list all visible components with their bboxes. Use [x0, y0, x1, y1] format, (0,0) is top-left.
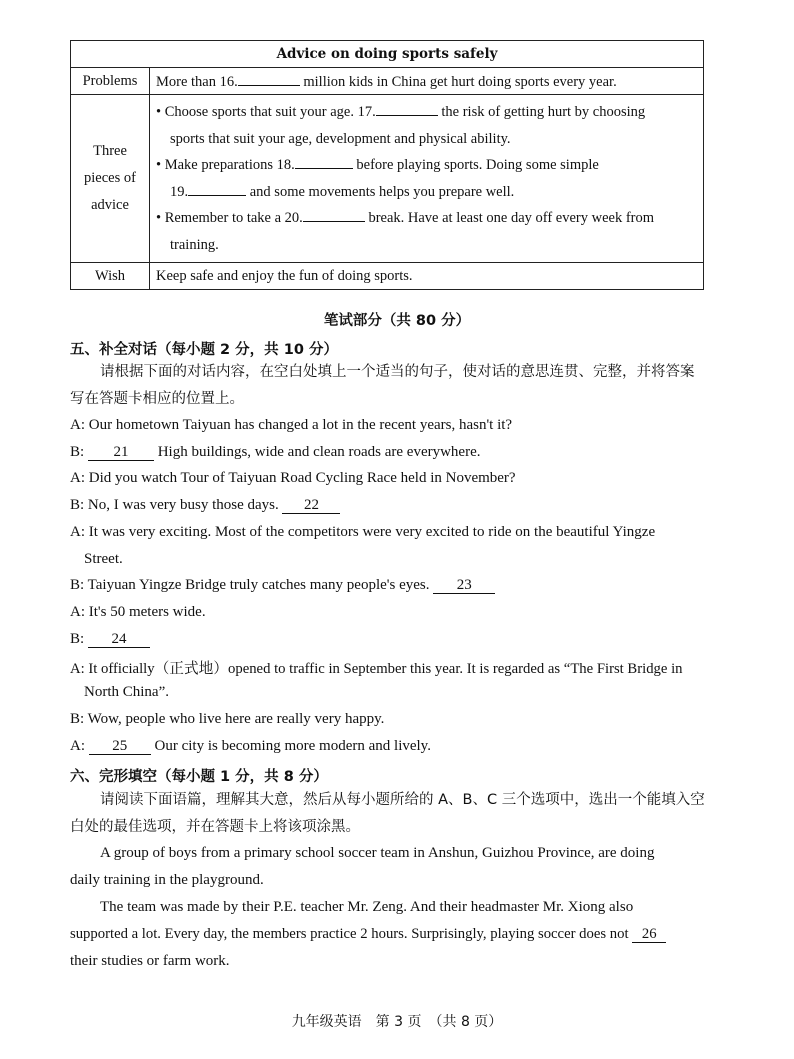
blank-17 [376, 101, 438, 116]
dialog-line-5-cont: Street. [84, 551, 123, 567]
advice-label-1: Three [93, 143, 127, 159]
written-part-title: 笔试部分（共 80 分） [323, 313, 471, 329]
advice-label-2: pieces of [84, 170, 136, 186]
dialog-line-8: B: 24 [70, 631, 710, 648]
dialog-line-3: A: Did you watch Tour of Taiyuan Road Cycling Race held in November? [70, 470, 516, 486]
table-title: Advice on doing sports safely [71, 41, 704, 68]
passage-p1-line-1: A group of boys from a primary school soccer team in Anshun, Guizhou Province, are doing [100, 845, 655, 861]
advice-table [70, 40, 704, 290]
problems-text-b: million kids in China get hurt doing sports every year. [303, 74, 617, 90]
blank-25: 25 [89, 738, 151, 755]
wish-label: Wish [71, 263, 150, 290]
blank-26: 26 [632, 926, 666, 943]
section6-instruction: 请阅读下面语篇，理解其大意，然后从每小题所给的 A、B、C 三个选项中，选出一个能填入空白处的最佳选项，并在答题卡上将该项涂黑。 [70, 792, 705, 835]
blank-22: 22 [282, 497, 340, 514]
advice-2-line-2: 19. and some movements helps you prepare well. [156, 179, 697, 206]
advice-2-line-1: • Make preparations 18. before playing sports. Doing some simple [156, 152, 697, 179]
dialog-line-1: A: Our hometown Taiyuan has changed a lot in the recent years, hasn't it? [70, 417, 513, 433]
problems-text-a: More than 16. [156, 74, 238, 90]
blank-16 [238, 71, 300, 86]
advice-label [71, 95, 150, 263]
blank-24: 24 [88, 631, 150, 648]
blank-20 [303, 207, 365, 222]
page-footer: 九年级英语 第 3 页 （共 8 页） [291, 1014, 503, 1030]
passage-p2-line-3: their studies or farm work. [70, 953, 230, 969]
advice-content [150, 95, 704, 263]
dialog-line-7: A: It's 50 meters wide. [70, 604, 206, 620]
problems-label: Problems [71, 68, 150, 95]
advice-label-3: advice [91, 197, 129, 213]
advice-3-line-2: training. [170, 236, 219, 253]
passage-p1-line-2: daily training in the playground. [70, 872, 264, 888]
dialog-line-2: B: 21 High buildings, wide and clean roads are everywhere. [70, 444, 481, 460]
wish-text: Keep safe and enjoy the fun of doing sports. [150, 263, 704, 290]
passage-p2-line-1: The team was made by their P.E. teacher Mr. Zeng. And their headmaster Mr. Xiong also [100, 899, 634, 915]
blank-18 [295, 154, 353, 169]
dialog-line-9-cont: North China”. [84, 684, 169, 700]
advice-3-line-1: • Remember to take a 20. break. Have at least one day off every week from [156, 205, 697, 232]
dialog-line-4: B: No, I was very busy those days. 22 [70, 497, 710, 514]
dialog-line-6: B: Taiyuan Yingze Bridge truly catches many people's eyes. 23 [70, 577, 710, 594]
blank-19 [188, 181, 246, 196]
dialog-line-10: B: Wow, people who live here are really very happy. [70, 711, 385, 727]
dialog-line-11: A: 25 Our city is becoming more modern and lively. [70, 738, 431, 754]
dialog-line-9: A: It officially（正式地）opened to traffic in September this year. It is regarded as “The First Bridge in [70, 661, 683, 677]
advice-1-line-2: sports that suit your age, development and physical ability. [170, 130, 511, 147]
passage-p2-line-2: supported a lot. Every day, the members practice 2 hours. Surprisingly, playing soccer does not 26 [70, 926, 710, 943]
advice-1-line-1: • Choose sports that suit your age. 17. the risk of getting hurt by choosing [156, 99, 697, 126]
blank-23: 23 [433, 577, 495, 594]
section5-heading: 五、补全对话（每小题 2 分，共 10 分） [70, 342, 338, 358]
blank-21: 21 [88, 444, 154, 461]
dialog-line-5: A: It was very exciting. Most of the competitors were very excited to ride on the beautiful Yingze [70, 524, 656, 540]
section6-heading: 六、完形填空（每小题 1 分，共 8 分） [70, 769, 328, 785]
problems-text [150, 68, 704, 95]
section5-instruction: 请根据下面的对话内容，在空白处填上一个适当的句子，使对话的意思连贯、完整，并将答案写在答题卡相应的位置上。 [70, 364, 695, 407]
